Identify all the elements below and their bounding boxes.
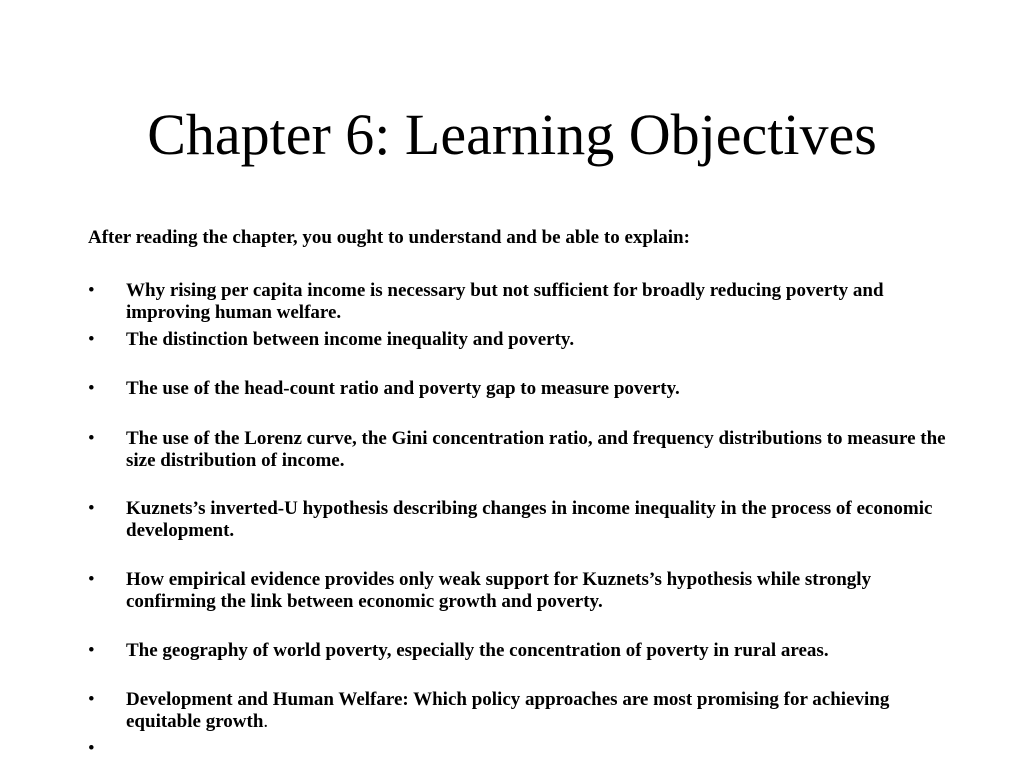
list-item-text-main: Development and Human Welfare: Which policy approaches are most promising for achieving equitable growth bbox=[126, 689, 890, 732]
list-item bbox=[88, 498, 948, 542]
list-item-text: The use of the head-count ratio and poverty gap to measure poverty. bbox=[126, 378, 680, 399]
list-item-text: Kuznets’s inverted-U hypothesis describing changes in income inequality in the process of economic development. bbox=[126, 498, 933, 541]
list-item-text: Why rising per capita income is necessary but not sufficient for broadly reducing poverty and improving human welfare. bbox=[126, 280, 884, 323]
list-item-text: The geography of world poverty, especially the concentration of poverty in rural areas. bbox=[126, 640, 829, 661]
list-item-text: The use of the Lorenz curve, the Gini concentration ratio, and frequency distributions to measure the size distribution of income. bbox=[126, 428, 946, 471]
list-item bbox=[88, 689, 948, 733]
list-item-text: The distinction between income inequality and poverty. bbox=[126, 329, 575, 350]
list-item bbox=[88, 378, 948, 400]
list-item-trailing-period: . bbox=[263, 711, 269, 732]
list-item bbox=[88, 329, 948, 351]
bullet-icon: • bbox=[88, 378, 95, 399]
list-item bbox=[88, 280, 948, 324]
bullet-icon: • bbox=[88, 569, 95, 590]
bullet-icon: • bbox=[88, 280, 95, 301]
bullet-icon: • bbox=[88, 738, 95, 759]
slide-title: Chapter 6: Learning Objectives bbox=[147, 102, 877, 167]
bullet-icon: • bbox=[88, 329, 95, 350]
bullet-icon: • bbox=[88, 640, 95, 661]
list-item bbox=[88, 569, 948, 613]
bullet-icon: • bbox=[88, 428, 95, 449]
list-item-text: How empirical evidence provides only weak support for Kuznets’s hypothesis while strongly confirming the link between economic growth and poverty. bbox=[126, 569, 872, 612]
bullet-icon: • bbox=[88, 689, 95, 710]
bullet-icon: • bbox=[88, 498, 95, 519]
list-item bbox=[88, 640, 948, 662]
list-item-text bbox=[126, 689, 948, 733]
intro-text: After reading the chapter, you ought to understand and be able to explain: bbox=[88, 227, 690, 248]
list-item bbox=[88, 428, 948, 472]
